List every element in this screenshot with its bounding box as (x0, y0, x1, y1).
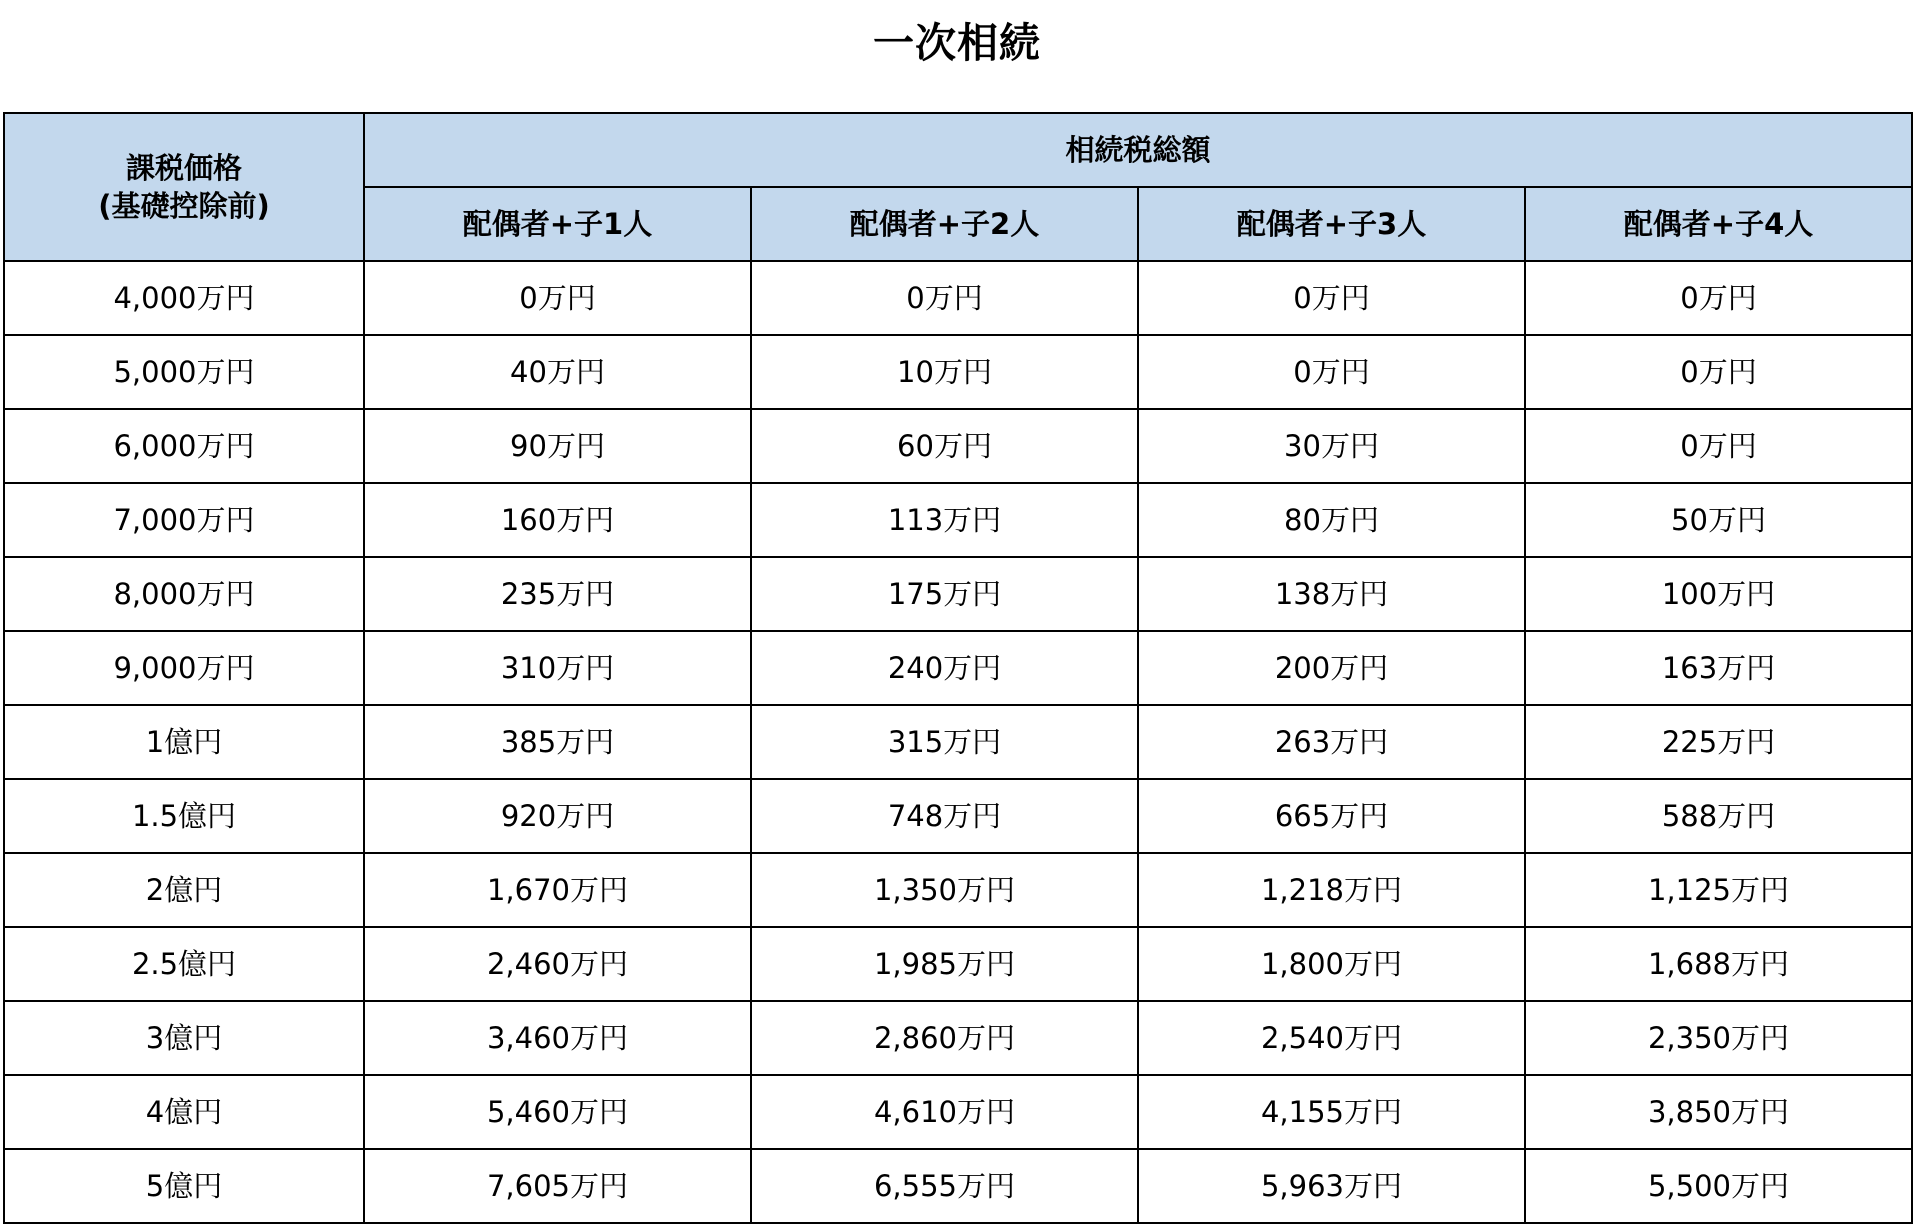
table-row (4, 1001, 1912, 1075)
taxable-price-cell: 2億円 (4, 853, 364, 927)
table-row (4, 261, 1912, 335)
table-row (4, 1075, 1912, 1149)
table-row (4, 335, 1912, 409)
header-row-group (4, 113, 1912, 187)
tax-amount-cell: 50万円 (1525, 483, 1912, 557)
inheritance-tax-table (3, 112, 1913, 1224)
tax-amount-cell: 1,350万円 (751, 853, 1138, 927)
table-row (4, 705, 1912, 779)
tax-amount-cell: 263万円 (1138, 705, 1525, 779)
tax-amount-cell: 310万円 (364, 631, 751, 705)
tax-amount-cell: 315万円 (751, 705, 1138, 779)
tax-amount-cell: 225万円 (1525, 705, 1912, 779)
table-header (4, 113, 1912, 261)
table-row (4, 557, 1912, 631)
tax-amount-cell: 160万円 (364, 483, 751, 557)
tax-amount-cell: 235万円 (364, 557, 751, 631)
taxable-price-cell: 1億円 (4, 705, 364, 779)
taxable-price-cell: 8,000万円 (4, 557, 364, 631)
tax-amount-cell: 240万円 (751, 631, 1138, 705)
tax-amount-cell: 385万円 (364, 705, 751, 779)
tax-amount-cell: 200万円 (1138, 631, 1525, 705)
taxable-price-cell: 4億円 (4, 1075, 364, 1149)
page-title: 一次相続 (873, 19, 1041, 67)
tax-amount-cell: 163万円 (1525, 631, 1912, 705)
tax-amount-cell: 10万円 (751, 335, 1138, 409)
header-taxable-price-line1: 課税価格 (125, 151, 242, 185)
tax-amount-cell: 2,460万円 (364, 927, 751, 1001)
tax-amount-cell: 1,985万円 (751, 927, 1138, 1001)
tax-amount-cell: 30万円 (1138, 409, 1525, 483)
taxable-price-cell: 1.5億円 (4, 779, 364, 853)
taxable-price-cell: 2.5億円 (4, 927, 364, 1001)
tax-amount-cell: 3,460万円 (364, 1001, 751, 1075)
table-row (4, 409, 1912, 483)
taxable-price-cell: 7,000万円 (4, 483, 364, 557)
table-row (4, 779, 1912, 853)
header-column-heir: 配偶者+子1人 (364, 187, 751, 261)
tax-amount-cell: 2,540万円 (1138, 1001, 1525, 1075)
table-row (4, 631, 1912, 705)
tax-amount-cell: 0万円 (1138, 335, 1525, 409)
tax-amount-cell: 0万円 (1525, 261, 1912, 335)
header-taxable-price (4, 113, 364, 261)
tax-amount-cell: 40万円 (364, 335, 751, 409)
tax-amount-cell: 3,850万円 (1525, 1075, 1912, 1149)
tax-amount-cell: 80万円 (1138, 483, 1525, 557)
tax-amount-cell: 0万円 (1525, 409, 1912, 483)
tax-amount-cell: 7,605万円 (364, 1149, 751, 1223)
tax-amount-cell: 1,218万円 (1138, 853, 1525, 927)
tax-amount-cell: 2,350万円 (1525, 1001, 1912, 1075)
tax-amount-cell: 1,125万円 (1525, 853, 1912, 927)
tax-amount-cell: 4,610万円 (751, 1075, 1138, 1149)
tax-amount-cell: 748万円 (751, 779, 1138, 853)
taxable-price-cell: 5億円 (4, 1149, 364, 1223)
tax-amount-cell: 0万円 (1138, 261, 1525, 335)
tax-amount-cell: 5,500万円 (1525, 1149, 1912, 1223)
tax-amount-cell: 60万円 (751, 409, 1138, 483)
taxable-price-cell: 5,000万円 (4, 335, 364, 409)
tax-amount-cell: 4,155万円 (1138, 1075, 1525, 1149)
tax-amount-cell: 1,800万円 (1138, 927, 1525, 1001)
tax-amount-cell: 665万円 (1138, 779, 1525, 853)
tax-amount-cell: 138万円 (1138, 557, 1525, 631)
header-total-tax: 相続税総額 (364, 113, 1912, 187)
table-row (4, 483, 1912, 557)
tax-amount-cell: 0万円 (364, 261, 751, 335)
tax-amount-cell: 588万円 (1525, 779, 1912, 853)
tax-amount-cell: 100万円 (1525, 557, 1912, 631)
tax-amount-cell: 1,670万円 (364, 853, 751, 927)
tax-amount-cell: 5,963万円 (1138, 1149, 1525, 1223)
tax-amount-cell: 6,555万円 (751, 1149, 1138, 1223)
header-column-heir: 配偶者+子2人 (751, 187, 1138, 261)
taxable-price-cell: 6,000万円 (4, 409, 364, 483)
tax-amount-cell: 113万円 (751, 483, 1138, 557)
header-column-heir: 配偶者+子4人 (1525, 187, 1912, 261)
header-column-heir: 配偶者+子3人 (1138, 187, 1525, 261)
tax-amount-cell: 0万円 (1525, 335, 1912, 409)
header-taxable-price-line2: (基礎控除前) (98, 189, 270, 223)
taxable-price-cell: 3億円 (4, 1001, 364, 1075)
table-row (4, 853, 1912, 927)
taxable-price-cell: 4,000万円 (4, 261, 364, 335)
table-body (4, 261, 1912, 1223)
tax-amount-cell: 1,688万円 (1525, 927, 1912, 1001)
table-row (4, 927, 1912, 1001)
tax-amount-cell: 90万円 (364, 409, 751, 483)
tax-amount-cell: 0万円 (751, 261, 1138, 335)
taxable-price-cell: 9,000万円 (4, 631, 364, 705)
tax-amount-cell: 2,860万円 (751, 1001, 1138, 1075)
tax-amount-cell: 5,460万円 (364, 1075, 751, 1149)
tax-amount-cell: 175万円 (751, 557, 1138, 631)
table-row (4, 1149, 1912, 1223)
tax-amount-cell: 920万円 (364, 779, 751, 853)
